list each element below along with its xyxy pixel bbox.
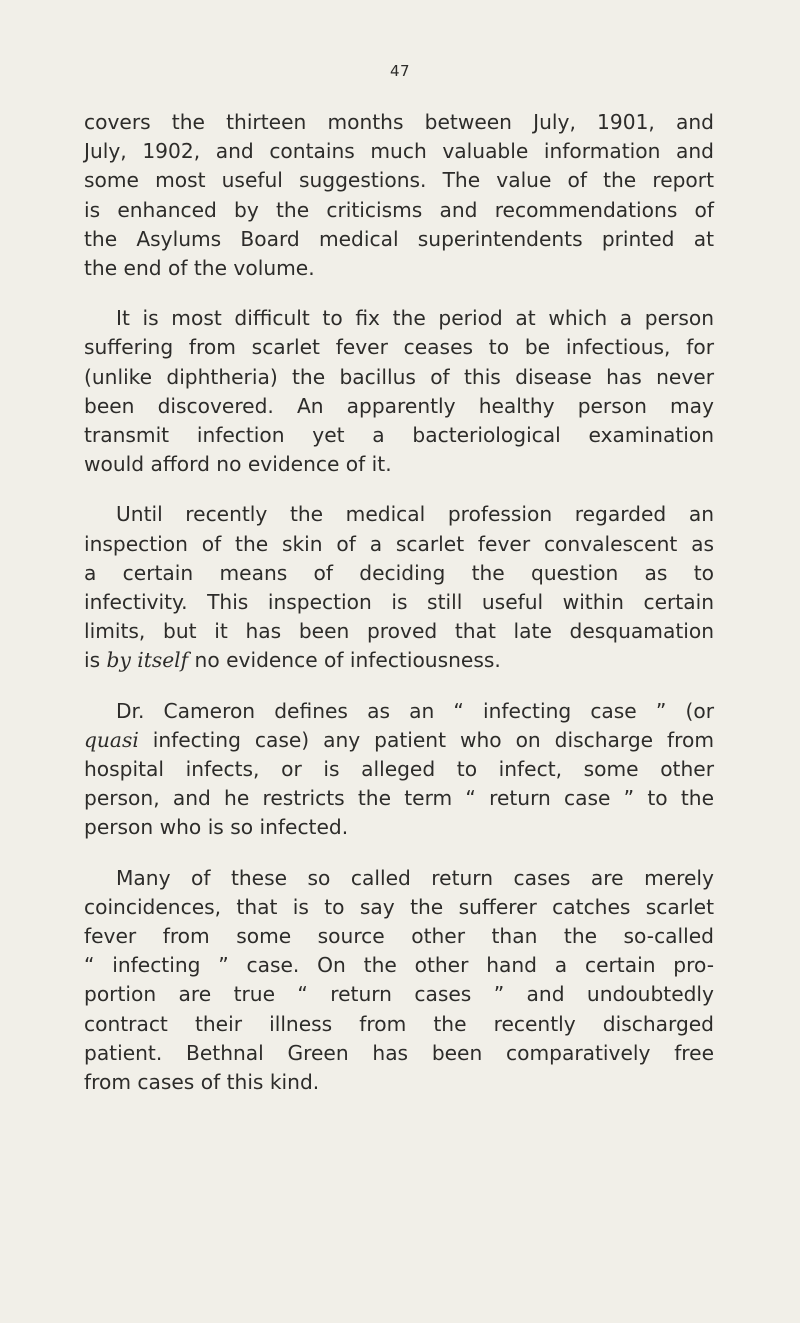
text-line: covers the thirteen months between July, 1901, and <box>84 110 714 134</box>
text-line: been discovered. An apparently healthy person may <box>84 393 714 418</box>
paragraph-2 <box>84 304 714 479</box>
text-line: from cases of this kind. <box>84 1070 320 1095</box>
paragraph-1 <box>84 108 714 283</box>
paragraph-5 <box>84 864 714 1098</box>
text-line: person, and he restricts the term “ return case ” to the <box>84 786 714 811</box>
text-line: Many of these so called return cases are merely <box>116 865 714 890</box>
italic-text: by itself <box>106 648 189 673</box>
text-line <box>84 646 714 675</box>
text-line: patient. Bethnal Green has been comparatively free <box>84 1040 714 1065</box>
text-line: July, 1902, and contains much valuable information and <box>84 139 714 164</box>
text-run: infecting case) any patient who on discharge from <box>138 727 714 752</box>
text-line: person who is so infected. <box>84 815 349 840</box>
text-line: infectivity. This inspection is still useful within certain <box>84 590 714 615</box>
page-number: 47 <box>389 62 411 80</box>
text-line: Dr. Cameron defines as an “ infecting case ” (or <box>116 698 714 723</box>
body-text <box>84 108 714 1118</box>
text-line: portion are true “ return cases ” and undoubtedly <box>84 982 714 1007</box>
text-run: no evidence of infectiousness. <box>188 648 501 673</box>
text-run: is <box>84 648 107 673</box>
text-line: “ infecting ” case. On the other hand a certain pro- <box>84 953 714 978</box>
paragraph-4 <box>84 697 714 843</box>
text-line: hospital infects, or is alleged to infect, some other <box>84 757 714 782</box>
text-line: (unlike diphtheria) the bacillus of this disease has never <box>84 364 714 389</box>
text-line: Until recently the medical profession regarded an <box>116 502 714 527</box>
text-line: the Asylums Board medical superintendents printed at <box>84 226 714 251</box>
text-line: It is most difficult to fix the period at which a person <box>116 306 714 331</box>
text-line: a certain means of deciding the question as to <box>84 560 714 585</box>
text-line: limits, but it has been proved that late desquamation <box>84 619 714 644</box>
italic-text: quasi <box>84 727 139 752</box>
text-line: some most useful suggestions. The value of the report <box>84 168 714 193</box>
text-line: inspection of the skin of a scarlet fever convalescent as <box>84 531 714 556</box>
paragraph-3 <box>84 500 714 675</box>
text-line: suffering from scarlet fever ceases to be infectious, for <box>84 335 714 360</box>
text-line: coincidences, that is to say the sufferer catches scarlet <box>84 894 714 919</box>
text-line: transmit infection yet a bacteriological examination <box>84 423 714 448</box>
text-line: fever from some source other than the so-called <box>84 924 714 949</box>
text-line <box>84 726 714 755</box>
text-line: the end of the volume. <box>84 256 315 281</box>
text-line: contract their illness from the recently discharged <box>84 1011 714 1036</box>
text-line: would afford no evidence of it. <box>84 452 392 477</box>
text-line: is enhanced by the criticisms and recommendations of <box>84 197 714 222</box>
